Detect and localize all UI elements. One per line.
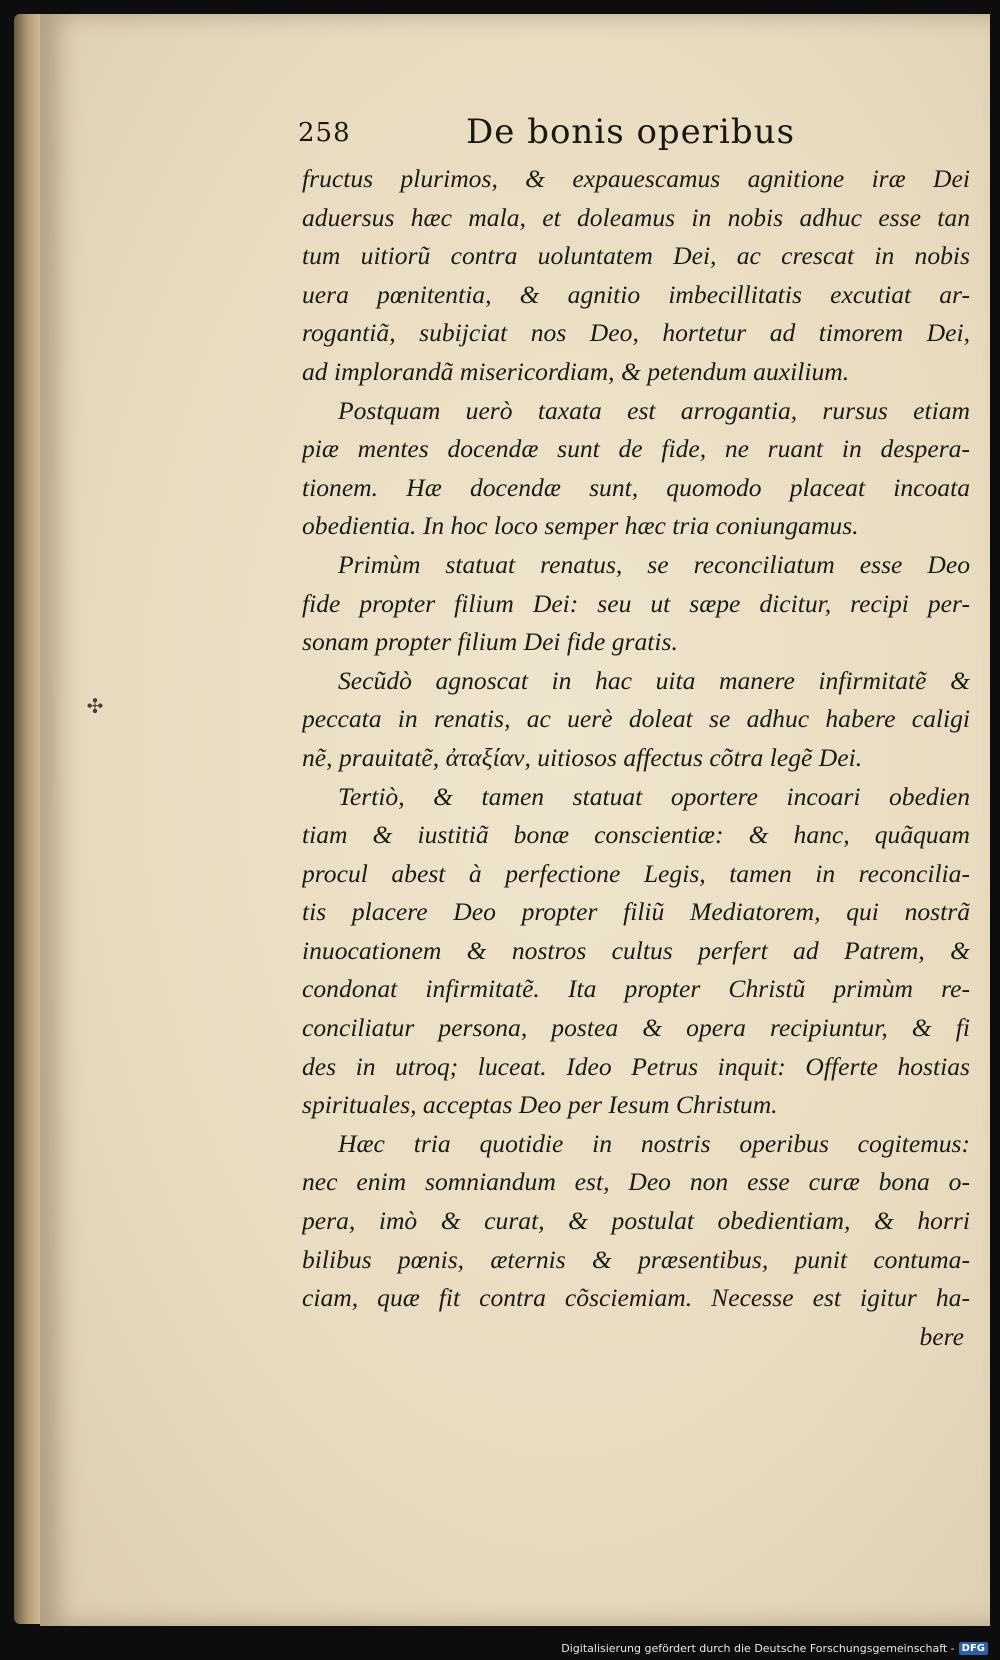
text-line: ad implorandã misericordiam, & petendum auxilium. <box>302 356 850 386</box>
margin-ink-mark: ✣ <box>86 694 104 718</box>
text-line: condonat infirmitatẽ. Ita propter Christũ primùm re- <box>302 974 970 1004</box>
text-line: obedientia. In hoc loco semper hæc tria coniungamus. <box>302 511 859 541</box>
text-line: uera pœnitentia, & agnitio imbecillitatis excutiat ar- <box>302 279 970 309</box>
text-line: des in utroq; luceat. Ideo Petrus inquit: Offerte hostias <box>302 1051 970 1081</box>
digitization-credit <box>561 1638 988 1658</box>
credit-text: Digitalisierung gefördert durch die Deutsche Forschungsgemeinschaft - <box>561 1641 955 1655</box>
text-line: tiam & iustitiã bonæ conscientiæ: & hanc, quãquam <box>302 820 970 850</box>
text-lines <box>302 160 970 1318</box>
text-line: Tertiò, & tamen statuat oportere incoari obedien <box>338 781 970 811</box>
text-line: Secũdò agnoscat in hac uita manere infirmitatẽ & <box>338 665 970 695</box>
text-line: peccata in renatis, ac uerè doleat se adhuc habere caligi <box>302 704 970 734</box>
running-head <box>298 112 818 160</box>
text-line: conciliatur persona, postea & opera recipiuntur, & fi <box>302 1013 970 1043</box>
text-line: Primùm statuat renatus, se reconciliatum esse Deo <box>338 549 970 579</box>
text-line: rogantiã, subijciat nos Deo, hortetur ad timorem Dei, <box>302 318 970 348</box>
text-line: piæ mentes docendæ sunt de fide, ne ruant in despera- <box>302 434 970 464</box>
text-line: ciam, quæ fit contra cõsciemiam. Necesse est igitur ha- <box>302 1283 970 1313</box>
text-line: sonam propter filium Dei fide gratis. <box>302 627 678 657</box>
dfg-logo: DFG <box>959 1642 988 1655</box>
text-line: spirituales, acceptas Deo per Iesum Christum. <box>302 1090 778 1120</box>
text-line: fide propter filium Dei: seu ut sæpe dicitur, recipi per- <box>302 588 970 618</box>
text-line: aduersus hæc mala, et doleamus in nobis adhuc esse tan <box>302 202 970 232</box>
text-line: tis placere Deo propter filiũ Mediatorem, qui nostrã <box>302 897 970 927</box>
page-number: 258 <box>298 118 351 148</box>
text-line: Hæc tria quotidie in nostris operibus cogitemus: <box>338 1128 970 1158</box>
text-line: tum uitiorũ contra uoluntatem Dei, ac crescat in nobis <box>302 241 970 271</box>
text-line: bilibus pœnis, æternis & præsentibus, punit contuma- <box>302 1244 970 1274</box>
text-line: nẽ, prauitatẽ, ἀταξίαν, uitiosos affectus cõtra legẽ Dei. <box>302 742 863 772</box>
text-line: inuocationem & nostros cultus perfert ad Patrem, & <box>302 935 970 965</box>
body-text <box>302 160 970 1380</box>
text-line: tionem. Hæ docendæ sunt, quomodo placeat incoata <box>302 472 970 502</box>
running-title: De bonis operibus <box>466 112 796 152</box>
text-line: procul abest à perfectione Legis, tamen in reconcilia- <box>302 858 970 888</box>
text-line: Postquam uerò taxata est arrogantia, rursus etiam <box>338 395 970 425</box>
text-line: fructus plurimos, & expauescamus agnitione iræ Dei <box>302 164 970 193</box>
text-line: pera, imò & curat, & postulat obedientiam, & horri <box>302 1206 970 1236</box>
text-line: nec enim somniandum est, Deo non esse curæ bona o- <box>302 1167 970 1197</box>
catchword: bere <box>919 1321 964 1351</box>
